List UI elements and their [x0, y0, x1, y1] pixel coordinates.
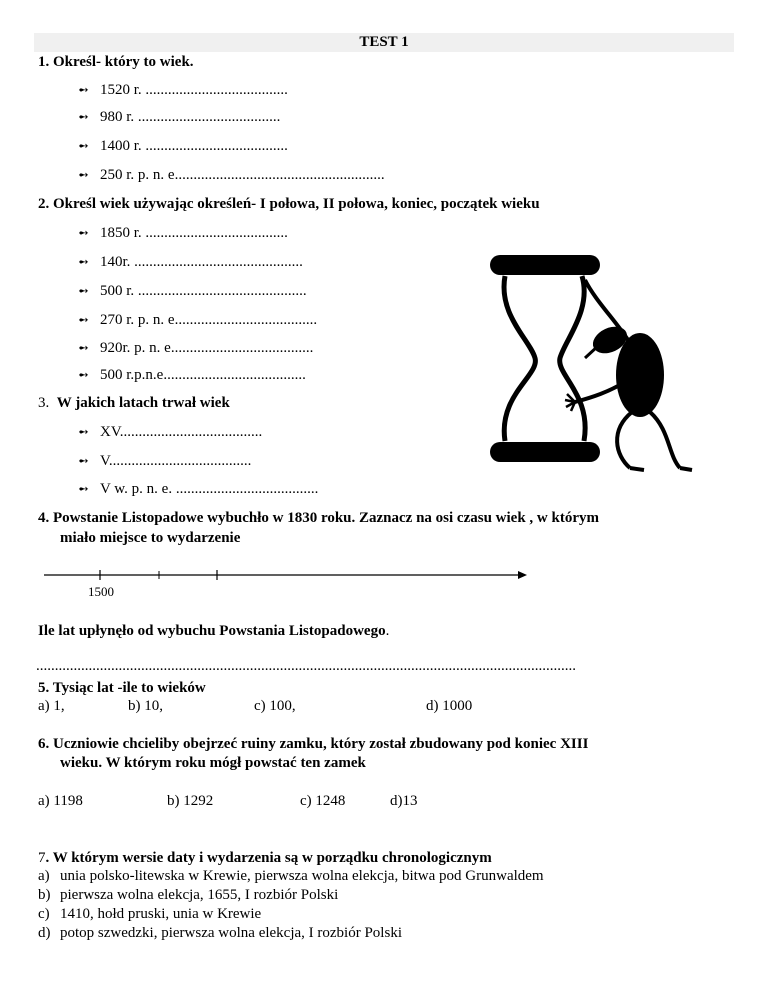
q5-option-a[interactable]: a) 1,	[38, 698, 65, 714]
question-4-followup: Ile lat upłynęło od wybuchu Powstania Listopadowego.	[38, 623, 390, 639]
answer-line[interactable]: ................................................................................................................................................	[36, 658, 576, 674]
q6-option-b[interactable]: b) 1292	[167, 793, 214, 809]
q6-option-c[interactable]: c) 1248	[300, 793, 346, 809]
q3-item-2: ➻ V......................................	[78, 453, 252, 469]
question-6-line-2: wieku. W którym roku mógł powstać ten zamek	[60, 755, 366, 771]
q7-option-d[interactable]: d) potop szwedzki, pierwsza wolna elekcja, I rozbiór Polski	[38, 925, 402, 941]
q3-item-3: ➻ V w. p. n. e. ......................................	[78, 481, 319, 497]
arrow-bullet-icon: ➻	[78, 225, 89, 240]
question-2: 2. Określ wiek używając określeń- I połowa, II połowa, koniec, początek wieku	[38, 196, 540, 212]
arrow-bullet-icon: ➻	[78, 283, 89, 298]
question-6-line-1: 6. Uczniowie chcieliby obejrzeć ruiny zamku, który został zbudowany pod koniec XIII	[38, 736, 589, 752]
figure-right-leg	[650, 412, 680, 468]
arrow-bullet-icon: ➻	[78, 340, 89, 355]
q2-item-5: ➻ 920r. p. n. e......................................	[78, 340, 314, 356]
arrow-bullet-icon: ➻	[78, 167, 89, 182]
arrow-bullet-icon: ➻	[78, 82, 89, 97]
arrow-bullet-icon: ➻	[78, 424, 89, 439]
page-title: TEST 1	[359, 34, 409, 50]
q7-option-c[interactable]: c) 1410, hołd pruski, unia w Krewie	[38, 906, 262, 922]
arrow-bullet-icon: ➻	[78, 254, 89, 269]
question-4-line-1: 4. Powstanie Listopadowe wybuchło w 1830 roku. Zaznacz na osi czasu wiek , w którym	[38, 510, 599, 526]
question-4-line-2: miało miejsce to wydarzenie	[60, 530, 241, 546]
timeline-arrowhead	[518, 571, 527, 579]
hourglass-right-glass	[560, 276, 585, 441]
figure-head	[589, 322, 632, 359]
hourglass-left-glass	[504, 276, 535, 441]
q2-item-4: ➻ 270 r. p. n. e......................................	[78, 312, 318, 328]
q2-item-6: ➻ 500 r.p.n.e......................................	[78, 367, 306, 383]
figure-nose	[585, 346, 598, 358]
q2-item-1: ➻ 1850 r. ......................................	[78, 225, 288, 241]
figure-lower-arm	[575, 380, 628, 402]
q1-item-4: ➻ 250 r. p. n. e........................................................	[78, 167, 385, 183]
figure-upper-arm	[585, 280, 628, 340]
question-3: 3. W jakich latach trwał wiek	[38, 395, 230, 411]
arrow-bullet-icon: ➻	[78, 312, 89, 327]
q1-item-3: ➻ 1400 r. ......................................	[78, 138, 288, 154]
timeline-label-1500: 1500	[88, 584, 114, 599]
arrow-bullet-icon: ➻	[78, 367, 89, 382]
figure-left-leg	[617, 412, 632, 468]
q6-option-a[interactable]: a) 1198	[38, 793, 83, 809]
q2-item-3: ➻ 500 r. .............................................	[78, 283, 307, 299]
figure-hand	[565, 394, 575, 411]
q6-option-d[interactable]: d)13	[390, 793, 418, 809]
q1-item-1: ➻ 1520 r. ......................................	[78, 82, 288, 98]
figure-right-foot	[680, 468, 692, 470]
question-5: 5. Tysiąc lat -ile to wieków	[38, 680, 206, 696]
arrow-bullet-icon: ➻	[78, 481, 89, 496]
figure-left-foot	[630, 468, 644, 470]
q7-option-b[interactable]: b) pierwsza wolna elekcja, 1655, I rozbiór Polski	[38, 887, 339, 903]
hourglass-bottom-cap	[490, 442, 600, 462]
q5-option-b[interactable]: b) 10,	[128, 698, 163, 714]
arrow-bullet-icon: ➻	[78, 453, 89, 468]
question-1: 1. Określ- który to wiek.	[38, 54, 194, 70]
q1-item-2: ➻ 980 r. ......................................	[78, 109, 281, 125]
question-7: 7. W którym wersie daty i wydarzenia są w porządku chronologicznym	[38, 850, 492, 866]
q2-item-2: ➻ 140r. .............................................	[78, 254, 303, 270]
hourglass-top-cap	[490, 255, 600, 275]
q5-option-c[interactable]: c) 100,	[254, 698, 296, 714]
q5-option-d[interactable]: d) 1000	[426, 698, 473, 714]
figure-body	[616, 333, 664, 417]
q7-option-a[interactable]: a) unia polsko-litewska w Krewie, pierwsza wolna elekcja, bitwa pod Grunwaldem	[38, 868, 544, 884]
arrow-bullet-icon: ➻	[78, 109, 89, 124]
q3-item-1: ➻ XV......................................	[78, 424, 263, 440]
arrow-bullet-icon: ➻	[78, 138, 89, 153]
